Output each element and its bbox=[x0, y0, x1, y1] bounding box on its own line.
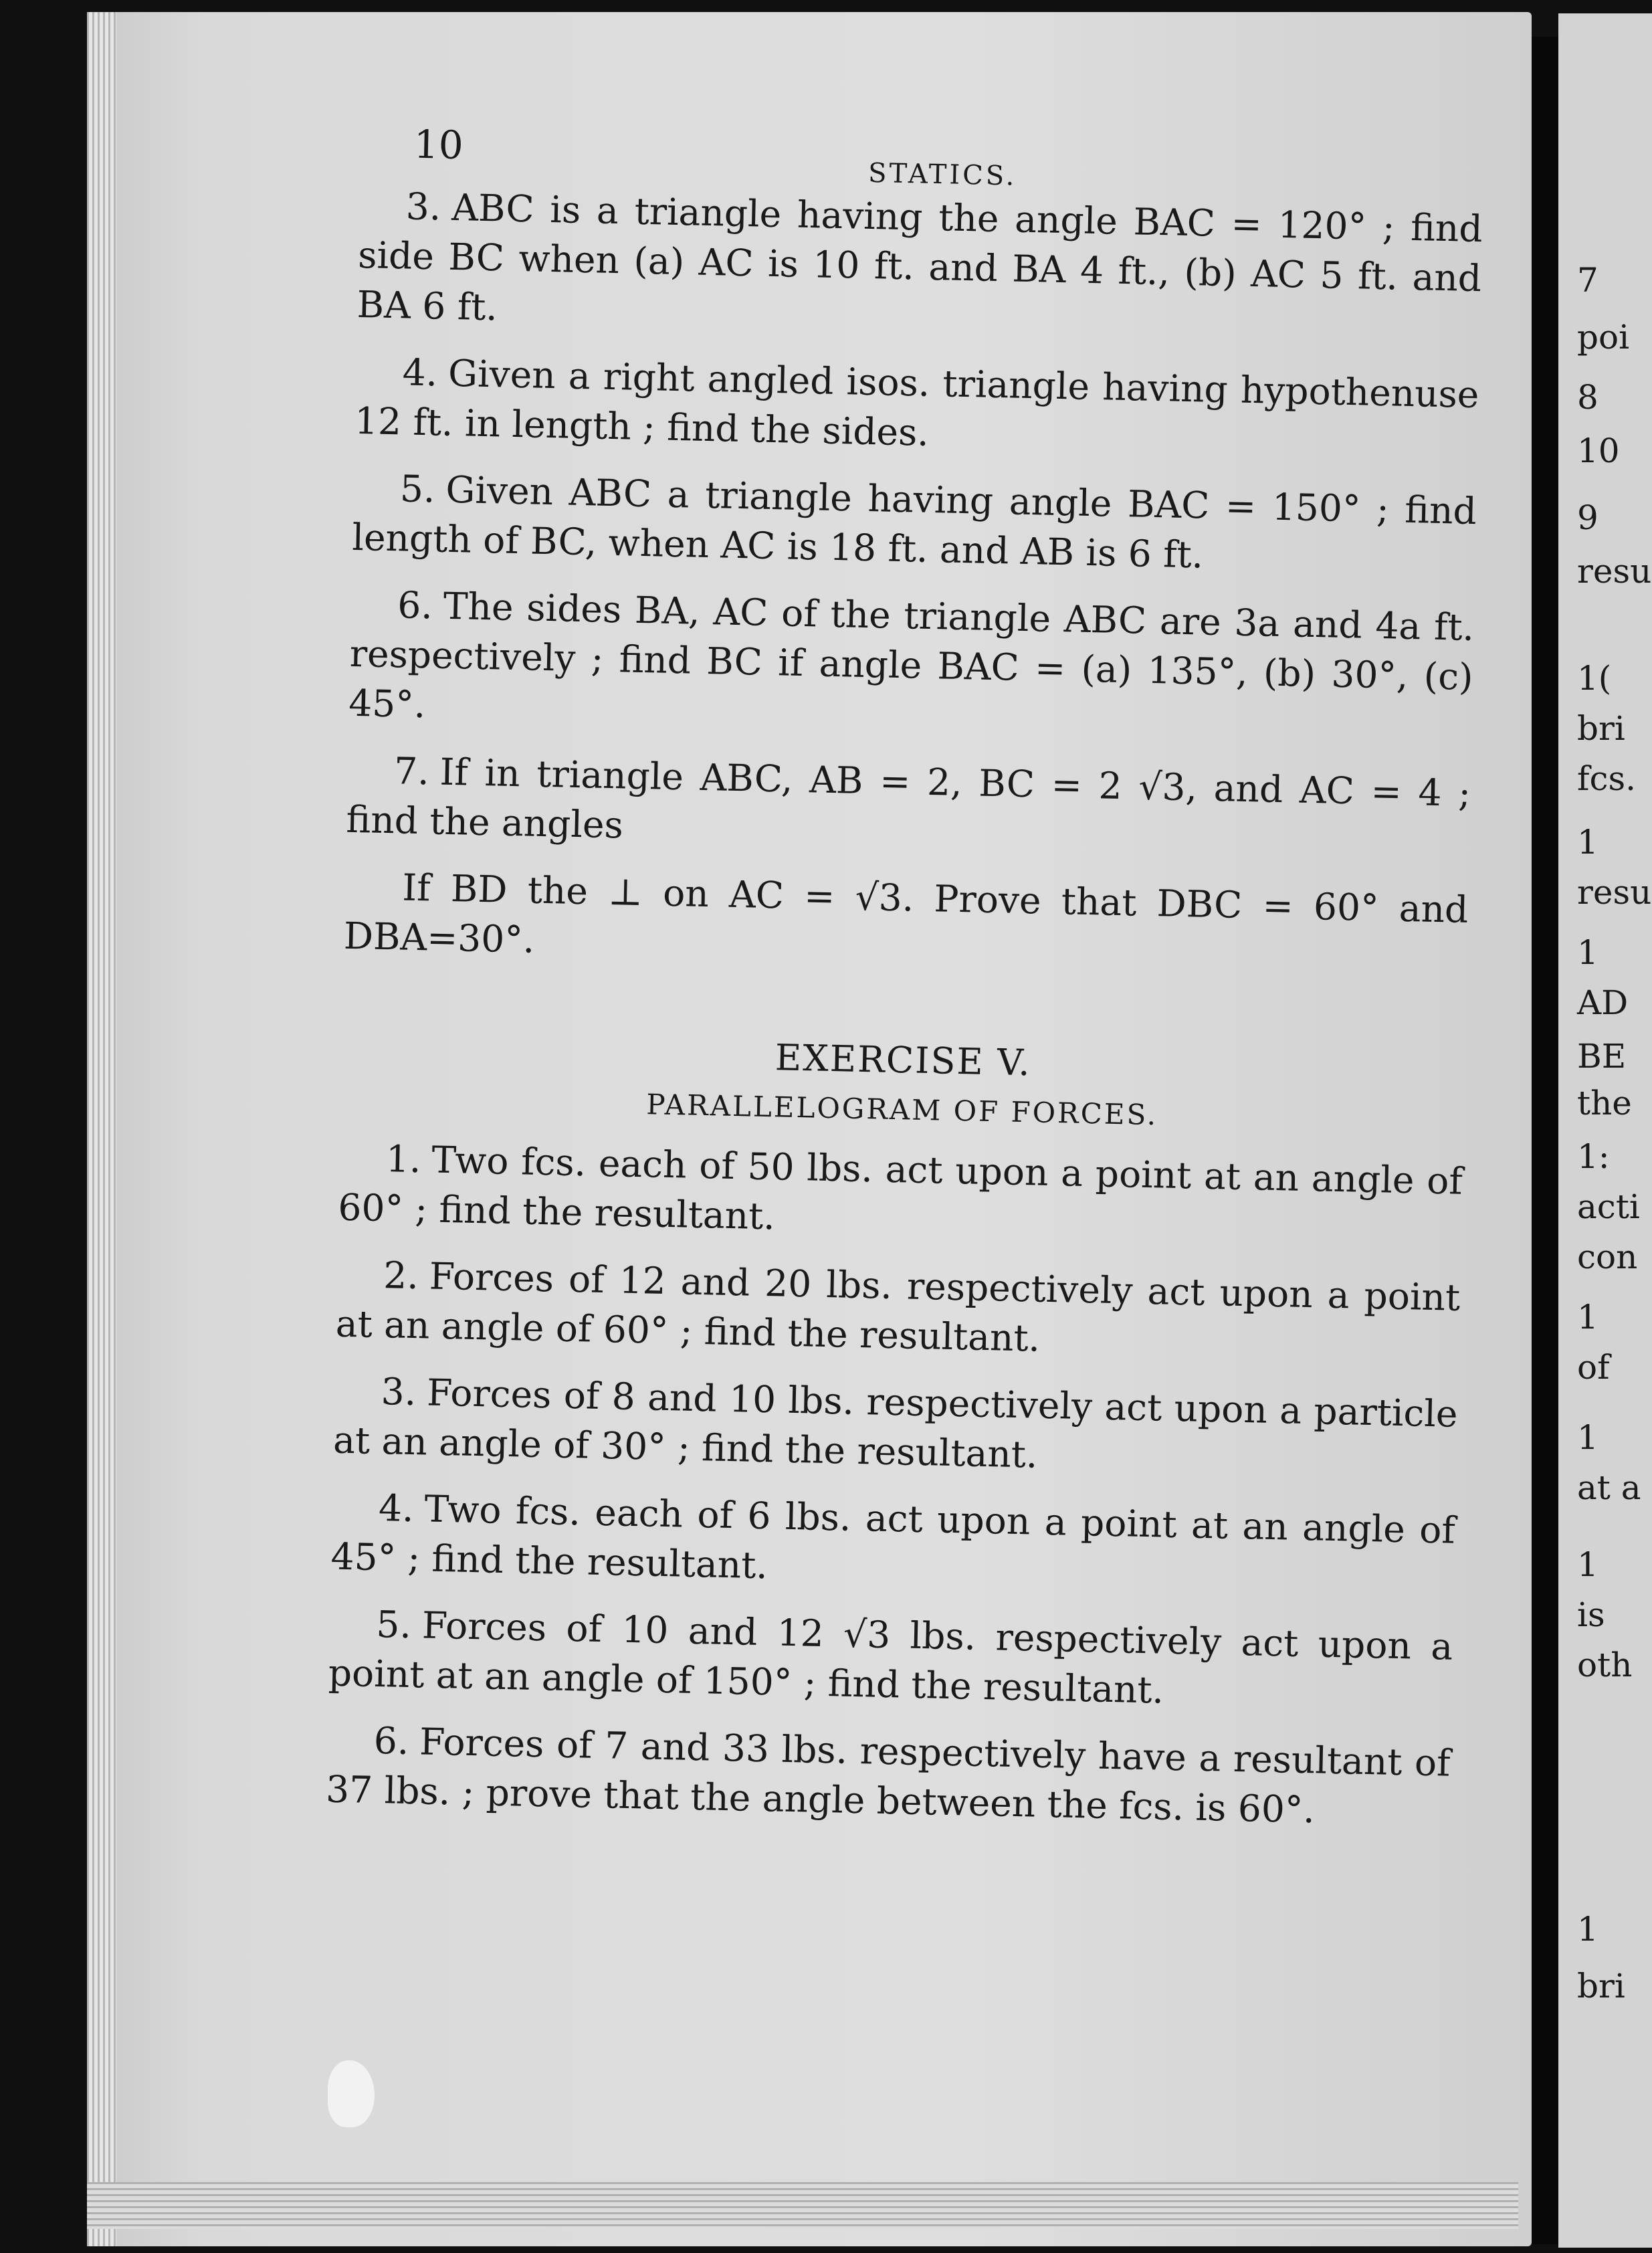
facing-page-text: 1 bbox=[1577, 1298, 1598, 1337]
facing-page-text: 1 bbox=[1577, 823, 1598, 862]
facing-page-text: 1 bbox=[1577, 1545, 1598, 1584]
problem-item bbox=[346, 745, 1471, 868]
facing-page-text: bri bbox=[1577, 1967, 1625, 2005]
problem-text: ABC is a triangle having the angle BAC = 120° ; find side BC when (a) AC is 10 ft. and BA 4 ft., (b) AC 5 ft. and BA 6 ft. bbox=[356, 185, 1483, 329]
facing-page-text: 9 bbox=[1577, 498, 1598, 537]
facing-page-text: 1 bbox=[1577, 1910, 1598, 1949]
problem-number: 5. bbox=[375, 1602, 412, 1647]
problem-continuation bbox=[343, 862, 1469, 984]
facing-page-text: resu bbox=[1577, 552, 1652, 591]
page-stack-edge bbox=[87, 12, 116, 2246]
problem-item bbox=[348, 579, 1475, 751]
running-title: STATICS. bbox=[867, 157, 1017, 192]
problem-item bbox=[354, 347, 1479, 469]
book-gutter bbox=[1532, 37, 1558, 2244]
exercise-problem bbox=[338, 1133, 1463, 1256]
exercise-problem bbox=[330, 1482, 1456, 1605]
page-number: 10 bbox=[413, 121, 464, 169]
exercise-problem bbox=[332, 1366, 1458, 1488]
problem-number: 6. bbox=[373, 1719, 410, 1763]
exercise-subtitle: PARALLELOGRAM OF FORCES. bbox=[645, 1088, 1158, 1132]
problem-number: 3. bbox=[405, 185, 442, 229]
facing-page-text: 1( bbox=[1577, 659, 1612, 698]
page-text-block bbox=[325, 107, 1485, 1855]
problem-text: If BD the ⊥ on AC = √3. Prove that DBC = 60° and DBA=30°. bbox=[343, 866, 1469, 961]
problem-number: 4. bbox=[378, 1486, 415, 1531]
facing-page-text: poi bbox=[1577, 318, 1630, 357]
facing-page-text: oth bbox=[1577, 1646, 1633, 1684]
problem-number: 4. bbox=[402, 351, 438, 395]
facing-page-text: bri bbox=[1577, 709, 1625, 748]
problem-text: Forces of 10 and 12 √3 lbs. respectively act upon a point at an angle of 150° ; find the resultant. bbox=[328, 1603, 1453, 1712]
facing-page-text: acti bbox=[1577, 1187, 1640, 1226]
problem-number: 7. bbox=[393, 749, 430, 793]
exercise-problem bbox=[335, 1250, 1461, 1372]
problem-text: If in triangle ABC, AB = 2, BC = 2 √3, and AC = 4 ; find the angles bbox=[346, 750, 1471, 847]
problem-text: Forces of 12 and 20 lbs. respectively act upon a point at an angle of 60° ; find the resultant. bbox=[335, 1254, 1461, 1360]
problem-item bbox=[352, 463, 1477, 585]
problem-item bbox=[356, 181, 1483, 353]
problem-text: Forces of 8 and 10 lbs. respectively act upon a particle at an angle of 30° ; find the resultant. bbox=[332, 1371, 1459, 1476]
facing-page-text: the bbox=[1577, 1084, 1632, 1122]
facing-page-text: 8 bbox=[1577, 378, 1598, 417]
facing-page-text: is bbox=[1577, 1595, 1605, 1634]
facing-page-text: con bbox=[1577, 1238, 1638, 1276]
problem-text: Given ABC a triangle having angle BAC = 150° ; find length of BC, when AC is 18 ft. and AB is 6 ft. bbox=[351, 468, 1477, 577]
problem-text: The sides BA, AC of the triangle ABC are 3a and 4a ft. respectively ; find BC if angle BAC = (a) 135°, (b) 30°, (c) 45°. bbox=[348, 584, 1475, 726]
facing-page-text: fcs. bbox=[1577, 759, 1637, 798]
facing-page-text: at a bbox=[1577, 1468, 1641, 1507]
facing-page-text: 10 bbox=[1577, 431, 1620, 470]
exercise-problem bbox=[328, 1599, 1453, 1721]
facing-page-text: AD bbox=[1577, 983, 1629, 1022]
problem-text: Two fcs. each of 6 lbs. act upon a point at an angle of 45° ; find the resultant. bbox=[330, 1487, 1456, 1587]
page-stack-bottom-edge bbox=[87, 2182, 1518, 2229]
problem-number: 2. bbox=[383, 1254, 419, 1298]
facing-page-text: 1 bbox=[1577, 1418, 1598, 1457]
problem-text: Two fcs. each of 50 lbs. act upon a point at an angle of 60° ; find the resultant. bbox=[337, 1138, 1463, 1238]
facing-page-text: BE bbox=[1577, 1037, 1627, 1076]
problem-number: 3. bbox=[381, 1370, 417, 1414]
exercise-title: EXERCISE V. bbox=[775, 1036, 1032, 1084]
problem-text: Given a right angled isos. triangle having hypothenuse 12 ft. in length ; find the sides. bbox=[354, 351, 1480, 454]
problem-number: 5. bbox=[399, 467, 436, 511]
problem-number bbox=[391, 866, 392, 908]
paper-blemish bbox=[328, 2060, 375, 2127]
facing-page-text: of bbox=[1577, 1348, 1610, 1387]
exercise-problem bbox=[326, 1715, 1451, 1837]
problem-number: 1. bbox=[385, 1137, 422, 1181]
facing-page-text: 7 bbox=[1577, 261, 1598, 300]
problem-text: Forces of 7 and 33 lbs. respectively have a resultant of 37 lbs. ; prove that the angle between the fcs. is 60°. bbox=[325, 1720, 1451, 1832]
facing-page-text: resu bbox=[1577, 873, 1652, 912]
facing-page-text: 1: bbox=[1577, 1137, 1610, 1176]
facing-page-text: 1 bbox=[1577, 933, 1598, 972]
facing-page-fragment bbox=[1558, 13, 1652, 2248]
problem-number: 6. bbox=[397, 583, 433, 627]
